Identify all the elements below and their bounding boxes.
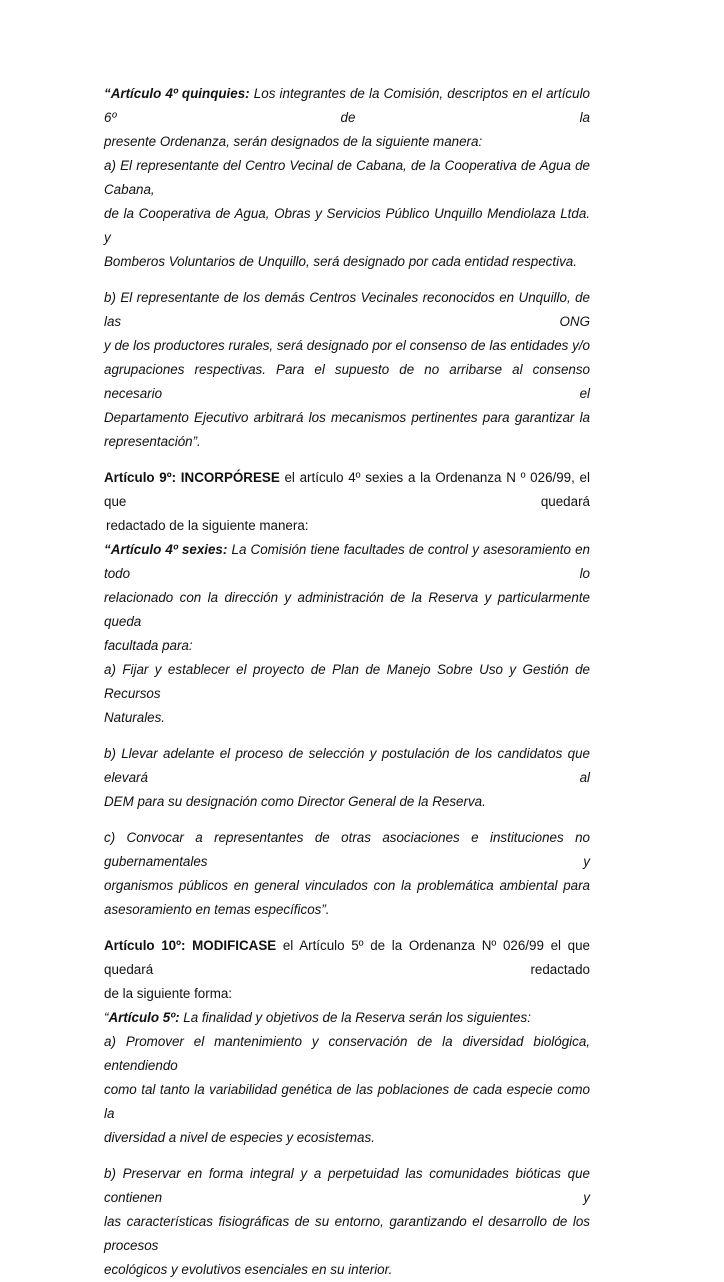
text-line: redactado de la siguiente manera: bbox=[106, 518, 309, 533]
article-heading: Artículo 10º: MODIFICASE bbox=[104, 938, 277, 953]
text-line: las características fisiográficas de su entorno, garantizando el desarrollo de los procesos bbox=[104, 1214, 590, 1253]
article-4-sexies-item-b bbox=[104, 742, 590, 814]
line-fragment: Los integrantes de la Comisión, descriptos en el artículo 6º de la bbox=[104, 86, 590, 125]
line-fragment: La Comisión tiene facultades de control y asesoramiento en todo lo bbox=[104, 542, 590, 581]
text-line: asesoramiento en temas específicos”. bbox=[104, 902, 330, 917]
text-line bbox=[104, 538, 590, 586]
text-line: a) Promover el mantenimiento y conservación de la diversidad biológica, entendiendo bbox=[104, 1034, 590, 1073]
article-9 bbox=[104, 466, 590, 730]
text-line: c) Convocar a representantes de otras asociaciones e instituciones no gubernamentales y bbox=[104, 830, 590, 869]
text-line: como tal tanto la variabilidad genética de las poblaciones de cada especie como la bbox=[104, 1082, 590, 1121]
line-fragment: La finalidad y objetivos de la Reserva serán los siguientes: bbox=[179, 1010, 531, 1025]
text-line bbox=[104, 466, 590, 514]
article-4-sexies-item-c bbox=[104, 826, 590, 922]
article-heading: “Artículo 4º sexies: bbox=[104, 542, 228, 557]
text-line: presente Ordenanza, serán designados de la siguiente manera: bbox=[104, 134, 483, 149]
document-page bbox=[104, 82, 590, 1282]
text-line: Bomberos Voluntarios de Unquillo, será designado por cada entidad respectiva. bbox=[104, 254, 577, 269]
text-line: relacionado con la dirección y administración de la Reserva y particularmente queda bbox=[104, 590, 590, 629]
text-line bbox=[104, 934, 590, 982]
text-line bbox=[104, 82, 590, 130]
text-line: a) El representante del Centro Vecinal de Cabana, de la Cooperativa de Agua de Cabana, bbox=[104, 158, 590, 197]
text-line: b) Preservar en forma integral y a perpetuidad las comunidades bióticas que contienen y bbox=[104, 1166, 590, 1205]
text-line: y de los productores rurales, será designado por el consenso de las entidades y/o bbox=[104, 338, 590, 353]
text-line: a) Fijar y establecer el proyecto de Plan de Manejo Sobre Uso y Gestión de Recursos bbox=[104, 662, 590, 701]
article-4-quinquies-item-b bbox=[104, 286, 590, 454]
text-line: facultada para: bbox=[104, 638, 193, 653]
article-4-quinquies bbox=[104, 82, 590, 274]
text-line: b) Llevar adelante el proceso de selección y postulación de los candidatos que elevará al bbox=[104, 746, 590, 785]
line-fragment: el artículo 4º sexies a la Ordenanza N º 026/99, el que quedará bbox=[104, 470, 590, 509]
article-heading: Artículo 9º: INCORPÓRESE bbox=[104, 470, 280, 485]
text-line: DEM para su designación como Director General de la Reserva. bbox=[104, 794, 486, 809]
text-line: ecológicos y evolutivos esenciales en su interior. bbox=[104, 1262, 393, 1277]
article-heading: “Artículo 4º quinquies: bbox=[104, 86, 250, 101]
line-fragment: el Artículo 5º de la Ordenanza Nº 026/99 el que quedará redactado bbox=[104, 938, 590, 977]
text-line: representación”. bbox=[104, 434, 201, 449]
text-line bbox=[104, 1006, 590, 1030]
text-line: Departamento Ejecutivo arbitrará los mecanismos pertinentes para garantizar la bbox=[104, 410, 590, 425]
quote-mark: “ bbox=[104, 1010, 109, 1025]
text-line: diversidad a nivel de especies y ecosistemas. bbox=[104, 1130, 375, 1145]
text-line: agrupaciones respectivas. Para el supuesto de no arribarse al consenso necesario el bbox=[104, 362, 590, 401]
text-line: de la Cooperativa de Agua, Obras y Servicios Público Unquillo Mendiolaza Ltda. y bbox=[104, 206, 590, 245]
article-heading: Artículo 5º: bbox=[108, 1010, 180, 1025]
article-5-item-b bbox=[104, 1162, 590, 1282]
text-line: Naturales. bbox=[104, 710, 166, 725]
text-line: de la siguiente forma: bbox=[104, 986, 233, 1001]
text-line: b) El representante de los demás Centros Vecinales reconocidos en Unquillo, de las ONG bbox=[104, 290, 590, 329]
text-line: organismos públicos en general vinculados con la problemática ambiental para bbox=[104, 878, 590, 893]
article-10 bbox=[104, 934, 590, 1150]
